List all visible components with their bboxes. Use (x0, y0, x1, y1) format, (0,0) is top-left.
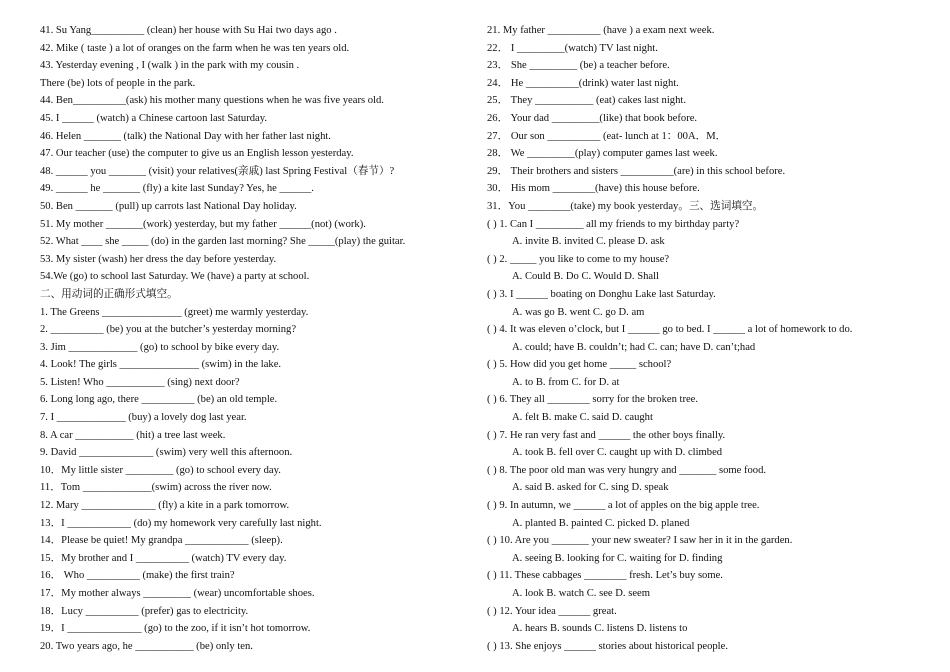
left-column (40, 22, 470, 655)
exercise-line: 7. I _____________ (buy) a lovely dog last year. (40, 412, 247, 424)
exercise-line: 50. Ben _______ (pull) up carrots last National Day holiday. (40, 200, 297, 212)
exercise-line: 二、用动词的正确形式填空。 (40, 288, 178, 300)
exercise-line: 8. A car ___________ (hit) a tree last week. (40, 429, 226, 441)
exercise-line: 16． Who __________ (make) the first train? (40, 570, 235, 582)
exercise-line: 25． They ___________ (eat) cakes last night. (487, 95, 686, 107)
exercise-line: 5. Listen! Who ___________ (sing) next door? (40, 376, 240, 388)
exercise-line: There (be) lots of people in the park. (40, 77, 196, 89)
exercise-line: 52. What ____ she _____ (do) in the garden last morning? She _____(play) the guitar. (40, 236, 406, 248)
exercise-line: 19．I ______________ (go) to the zoo, if it isn’t hot tomorrow. (40, 623, 311, 635)
exercise-line: ( ) 3. I ______ boating on Donghu Lake last Saturday. (487, 288, 716, 300)
exercise-line: 54.We (go) to school last Saturday. We (have) a party at school. (40, 271, 310, 283)
exercise-line: 1. The Greens _______________ (greet) me warmly yesterday. (40, 306, 309, 318)
answer-options: A. could; have B. couldn’t; had C. can; have D. can’t;had (512, 341, 756, 353)
exercise-line: ( ) 2. _____ you like to come to my house? (487, 253, 670, 265)
exercise-line: ( ) 4. It was eleven o’clock, but I ______ go to bed. I ______ a lot of homework to do. (487, 324, 853, 336)
answer-options: A. planted B. painted C. picked D. planed (512, 517, 690, 529)
exercise-line: 51. My mother _______(work) yesterday, but my father ______(not) (work). (40, 218, 366, 230)
answer-options: A. invite B. invited C. please D. ask (512, 236, 665, 248)
exercise-line: ( ) 7. He ran very fast and ______ the other boys finally. (487, 429, 726, 441)
answer-options: A. Could B. Do C. Would D. Shall (512, 271, 659, 283)
answer-options: A. took B. fell over C. caught up with D. climbed (512, 447, 723, 459)
answer-options: A. hears B. sounds C. listens D. listens to (512, 623, 688, 635)
exercise-line: ( ) 12. Your idea ______ great. (487, 605, 617, 617)
answer-options: A. was go B. went C. go D. am (512, 306, 645, 318)
exercise-line: 43. Yesterday evening , I (walk ) in the park with my cousin . (40, 60, 300, 72)
exercise-line: 41. Su Yang__________ (clean) her house with Su Hai two days ago . (40, 25, 337, 36)
exercise-line: 30． His mom ________(have) this house before. (487, 183, 700, 195)
answer-options: A. to B. from C. for D. at (512, 376, 620, 388)
exercise-line: 20. Two years ago, he ___________ (be) only ten. (40, 640, 253, 652)
exercise-line: 29． Their brothers and sisters __________(are) in this school before. (487, 165, 786, 177)
exercise-line: 27． Our son __________ (eat- lunch at 1：00A．M． (487, 130, 727, 142)
exercise-line: ( ) 1. Can I _________ all my friends to my birthday party? (487, 218, 740, 230)
exercise-line: 21. My father __________ (have ) a exam next week. (487, 25, 715, 36)
exercise-line: ( ) 9. In autumn, we ______ a lot of apples on the big apple tree. (487, 500, 760, 512)
exercise-line: 23． She _________ (be) a teacher before. (487, 60, 670, 72)
exercise-line: 3. Jim _____________ (go) to school by bike every day. (40, 341, 280, 353)
answer-options: A. felt B. make C. said D. caught (512, 412, 653, 424)
exercise-line: 10．My little sister _________ (go) to school every day. (40, 464, 281, 476)
answer-options: A. seeing B. looking for C. waiting for D. finding (512, 552, 723, 564)
exercise-line: ( ) 11. These cabbages ________ fresh. Let’s buy some. (487, 570, 723, 582)
exercise-line: 47. Our teacher (use) the computer to give us an English lesson yesterday. (40, 148, 354, 160)
exercise-line: ( ) 13. She enjoys ______ stories about historical people. (487, 640, 728, 652)
exercise-line: 45. I ______ (watch) a Chinese cartoon last Saturday. (40, 112, 268, 124)
exercise-line: 26． Your dad _________(like) that book before. (487, 112, 698, 124)
exercise-line: 48. ______ you _______ (visit) your relatives(亲戚) last Spring Festival（春节）? (40, 165, 395, 177)
exercise-line: 44. Ben__________(ask) his mother many questions when he was five years old. (40, 95, 384, 107)
exercise-line: 42. Mike ( taste ) a lot of oranges on the farm when he was ten years old. (40, 42, 350, 54)
exercise-line: 6. Long long ago, there __________ (be) an old temple. (40, 394, 278, 406)
exercise-line: 31．You ________(take) my book yesterday。三、选词填空。 (487, 200, 764, 212)
exercise-line: 17．My mother always _________ (wear) uncomfortable shoes. (40, 588, 315, 599)
answer-options: A. look B. watch C. see D. seem (512, 588, 650, 599)
right-column (487, 22, 927, 655)
exercise-line: ( ) 10. Are you _______ your new sweater? I saw her in it in the garden. (487, 535, 793, 547)
exercise-line: 9. David ______________ (swim) very well this afternoon. (40, 447, 293, 459)
exercise-line: 15．My brother and I __________ (watch) TV every day. (40, 552, 287, 564)
exercise-line: 22． I _________(watch) TV last night. (487, 42, 658, 54)
exercise-line: 2. __________ (be) you at the butcher’s yesterday morning? (40, 324, 297, 336)
answer-options: A. said B. asked for C. sing D. speak (512, 482, 669, 494)
exercise-line: 53. My sister (wash) her dress the day before yesterday. (40, 253, 277, 265)
exercise-line: 4. Look! The girls _______________ (swim) in the lake. (40, 359, 282, 371)
exercise-line: 18．Lucy __________ (prefer) gas to electricity. (40, 605, 249, 617)
exercise-line: 14．Please be quiet! My grandpa ____________ (sleep). (40, 535, 283, 547)
exercise-line: 24． He __________(drink) water last night. (487, 77, 679, 89)
exercise-line: 28． We _________(play) computer games last week. (487, 148, 718, 160)
exercise-line: 12. Mary ______________ (fly) a kite in a park tomorrow. (40, 500, 290, 512)
exercise-line: ( ) 6. They all ________ sorry for the broken tree. (487, 394, 699, 406)
exercise-line: ( ) 8. The poor old man was very hungry and _______ some food. (487, 464, 767, 476)
exercise-line: ( ) 5. How did you get home _____ school? (487, 359, 672, 371)
exercise-line: 46. Helen _______ (talk) the National Day with her father last night. (40, 130, 331, 142)
exercise-line: 49. ______ he _______ (fly) a kite last Sunday? Yes, he ______. (40, 183, 314, 195)
exercise-line: 11．Tom _____________(swim) across the river now. (40, 482, 272, 494)
exercise-line: 13．I ____________ (do) my homework very carefully last night. (40, 517, 322, 529)
